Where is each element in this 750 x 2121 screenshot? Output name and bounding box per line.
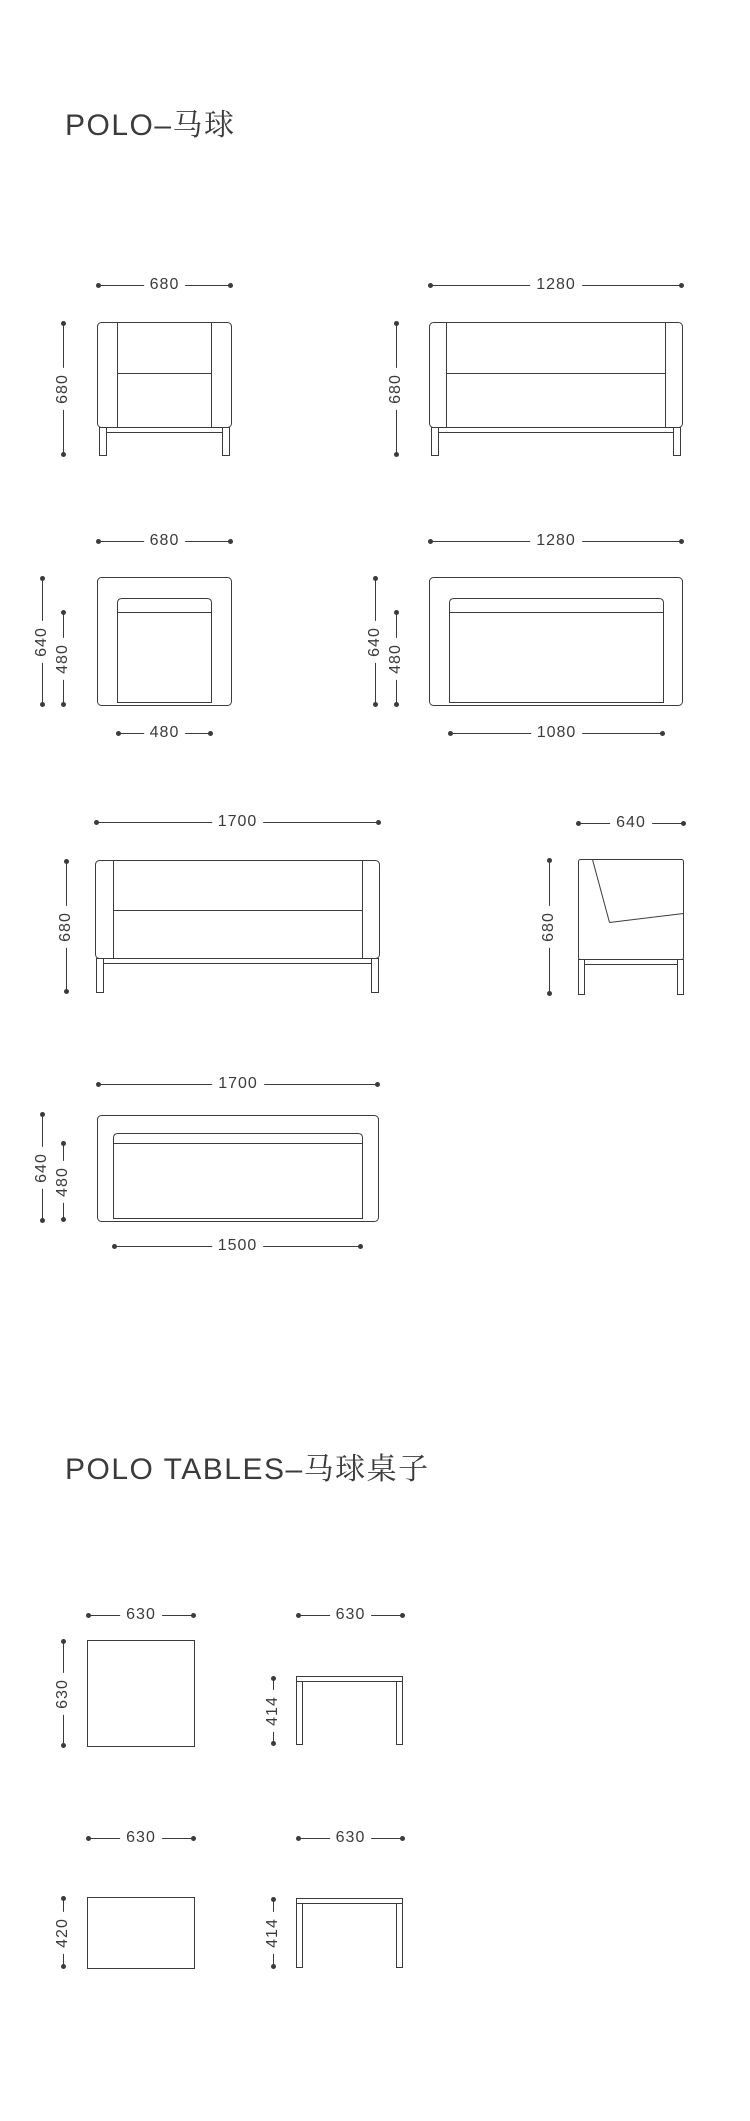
side-view-height-dim <box>540 859 558 995</box>
sofa2-top-width-dim <box>429 532 683 550</box>
dim-label: 680 <box>144 276 186 294</box>
dim-label: 1280 <box>530 276 582 294</box>
table-rect-top-depth-dim <box>54 1897 72 1968</box>
dim-label: 680 <box>387 368 405 410</box>
dim-label: 480 <box>387 638 405 680</box>
sofa2-front-drawing <box>429 322 683 456</box>
dim-label: 630 <box>120 1606 162 1624</box>
dim-label: 1500 <box>212 1237 264 1255</box>
table-square-top-depth-dim <box>54 1640 72 1747</box>
sofa2-top-drawing <box>429 577 683 706</box>
sofa2-top-seat-depth-dim <box>387 611 405 706</box>
sofa3-top-width-dim <box>97 1075 379 1093</box>
sofa3-top-drawing <box>97 1115 379 1222</box>
armchair-front-height-dim <box>54 322 72 456</box>
table-front-b-drawing <box>296 1898 403 1968</box>
sofa3-top-seat-depth-dim <box>54 1142 72 1221</box>
sofa2-front-height-dim <box>387 322 405 456</box>
dim-label: 680 <box>57 906 75 948</box>
table-front-a-width-dim <box>297 1606 404 1624</box>
dim-label: 640 <box>610 814 652 832</box>
sofa3-top-seat-width-dim <box>113 1237 362 1255</box>
dim-label: 480 <box>54 638 72 680</box>
table-front-b-width-dim <box>297 1829 404 1847</box>
section-title-polo: POLO–马球 <box>65 109 236 142</box>
dim-label: 640 <box>366 621 384 663</box>
sofa2-top-seat-width-dim <box>449 724 664 742</box>
armchair-top-depth-dim <box>33 577 51 706</box>
table-square-top-drawing <box>87 1640 195 1747</box>
armchair-front-drawing <box>97 322 232 456</box>
table-front-a-drawing <box>296 1676 403 1745</box>
table-square-top-width-dim <box>87 1606 195 1624</box>
table-front-b-height-dim <box>264 1898 282 1968</box>
table-rect-top-width-dim <box>87 1829 195 1847</box>
dim-label: 414 <box>264 1912 282 1954</box>
sofa2-front-width-dim <box>429 276 683 294</box>
sofa3-front-width-dim <box>95 813 380 831</box>
dim-label: 414 <box>264 1690 282 1732</box>
dim-label: 630 <box>120 1829 162 1847</box>
sofa3-front-height-dim <box>57 860 75 993</box>
dim-label: 1700 <box>212 1075 264 1093</box>
side-view-drawing <box>578 859 684 995</box>
section-title-polo-tables: POLO TABLES–马球桌子 <box>65 1453 430 1486</box>
dim-label: 680 <box>540 906 558 948</box>
dim-label: 1700 <box>212 813 264 831</box>
dim-label: 1080 <box>531 724 583 742</box>
dim-label: 630 <box>54 1673 72 1715</box>
dim-label: 480 <box>144 724 186 742</box>
dim-label: 420 <box>54 1912 72 1954</box>
armchair-top-seat-depth-dim <box>54 611 72 706</box>
sofa2-top-depth-dim <box>366 577 384 706</box>
dim-label: 630 <box>330 1606 372 1624</box>
dim-label: 640 <box>33 621 51 663</box>
dim-label: 1280 <box>530 532 582 550</box>
dim-label: 480 <box>54 1161 72 1203</box>
table-rect-top-drawing <box>87 1897 195 1969</box>
armchair-top-width-dim <box>97 532 232 550</box>
sofa3-front-drawing <box>95 860 380 993</box>
dim-label: 680 <box>144 532 186 550</box>
sofa3-top-depth-dim <box>33 1113 51 1222</box>
dim-label: 640 <box>33 1147 51 1189</box>
armchair-top-seat-width-dim <box>117 724 212 742</box>
dim-label: 680 <box>54 368 72 410</box>
side-view-width-dim <box>577 814 685 832</box>
armchair-front-width-dim <box>97 276 232 294</box>
table-front-a-height-dim <box>264 1677 282 1745</box>
dim-label: 630 <box>330 1829 372 1847</box>
armchair-top-drawing <box>97 577 232 706</box>
